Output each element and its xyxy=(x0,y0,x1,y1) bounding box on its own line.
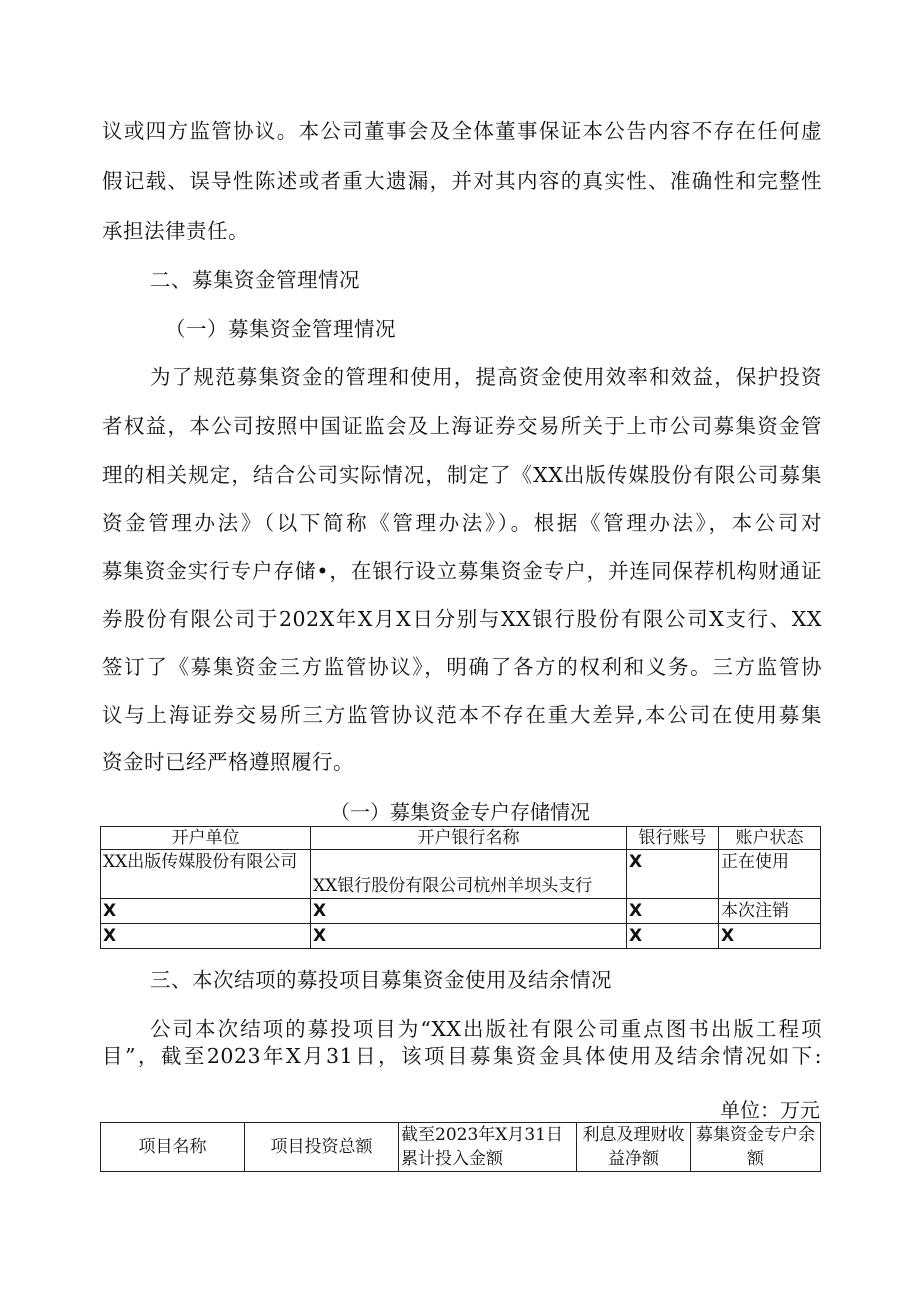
paragraph-line: 假记载、误导性陈述或者重大遗漏，并对其内容的真实性、准确性和完整性 xyxy=(102,169,822,193)
table-header: 利息及理财收益净额 xyxy=(577,1123,691,1172)
paragraph-line: 承担法律责任。 xyxy=(102,219,249,243)
section-heading: 二、募集资金管理情况 xyxy=(150,268,360,292)
paragraph-line: 券股份有限公司于202X年X月X日分别与XX银行股份有限公司X支行、XX xyxy=(102,607,822,631)
paragraph-line: 资金时已经严格遵照履行。 xyxy=(102,750,354,774)
table-header: 募集资金专户余额 xyxy=(691,1123,821,1172)
paragraph-line: 公司本次结项的募投项目为“XX出版社有限公司重点图书出版工程项 xyxy=(150,1017,822,1041)
table-cell: X xyxy=(101,899,311,924)
table-header: 项目投资总额 xyxy=(245,1123,399,1172)
paragraph-line: 募集资金实行专户存储•，在银行设立募集资金专户，并连同保荐机构财通证 xyxy=(102,559,822,583)
project-table xyxy=(100,1122,821,1172)
paragraph-line: 议与上海证券交易所三方监管协议范本不存在重大差异,本公司在使用募集 xyxy=(102,703,822,727)
table-cell: 本次注销 xyxy=(719,899,821,924)
table-cell: X xyxy=(627,899,719,924)
unit-label: 单位：万元 xyxy=(720,1098,820,1122)
paragraph-line: 者权益，本公司按照中国证监会及上海证券交易所关于上市公司募集资金管 xyxy=(102,414,822,438)
table-row xyxy=(101,850,821,899)
paragraph-line: 理的相关规定，结合公司实际情况，制定了《XX出版传媒股份有限公司募集 xyxy=(102,463,822,487)
table-header-row xyxy=(101,1123,821,1172)
table-cell: X xyxy=(627,850,719,899)
table-header: 银行账号 xyxy=(627,827,719,850)
paragraph-line: 目”，截至2023年X月31日，该项目募集资金具体使用及结余情况如下: xyxy=(102,1044,822,1068)
table-cell: XX出版传媒股份有限公司 xyxy=(101,850,311,899)
section-heading: 三、本次结项的募投项目募集资金使用及结余情况 xyxy=(150,968,612,992)
table-header: 账户状态 xyxy=(719,827,821,850)
paragraph-line: 为了规范募集资金的管理和使用，提高资金使用效率和效益，保护投资 xyxy=(150,365,822,389)
table-cell: X xyxy=(311,924,627,949)
paragraph-line: 资金管理办法》（以下简称《管理办法》）。根据《管理办法》，本公司对 xyxy=(102,511,822,535)
paragraph-line: 议或四方监管协议。本公司董事会及全体董事保证本公告内容不存在任何虚 xyxy=(102,119,822,143)
account-table-title: （一）募集资金专户存储情况 xyxy=(330,800,590,824)
table-header: 项目名称 xyxy=(101,1123,245,1172)
account-table xyxy=(100,826,821,949)
table-cell: 正在使用 xyxy=(719,850,821,899)
table-header: 开户银行名称 xyxy=(311,827,627,850)
table-cell: XX银行股份有限公司杭州羊坝头支行 xyxy=(311,850,627,899)
table-cell: X xyxy=(627,924,719,949)
subsection-heading: （一）募集资金管理情况 xyxy=(165,317,396,341)
table-row xyxy=(101,924,821,949)
table-cell: X xyxy=(101,924,311,949)
table-row xyxy=(101,899,821,924)
table-cell: X xyxy=(311,899,627,924)
table-header: 开户单位 xyxy=(101,827,311,850)
table-header-row xyxy=(101,827,821,850)
table-header: 截至2023年X月31日累计投入金额 xyxy=(399,1123,577,1172)
paragraph-line: 签订了《募集资金三方监管协议》，明确了各方的权利和义务。三方监管协 xyxy=(102,655,822,679)
table-cell: X xyxy=(719,924,821,949)
